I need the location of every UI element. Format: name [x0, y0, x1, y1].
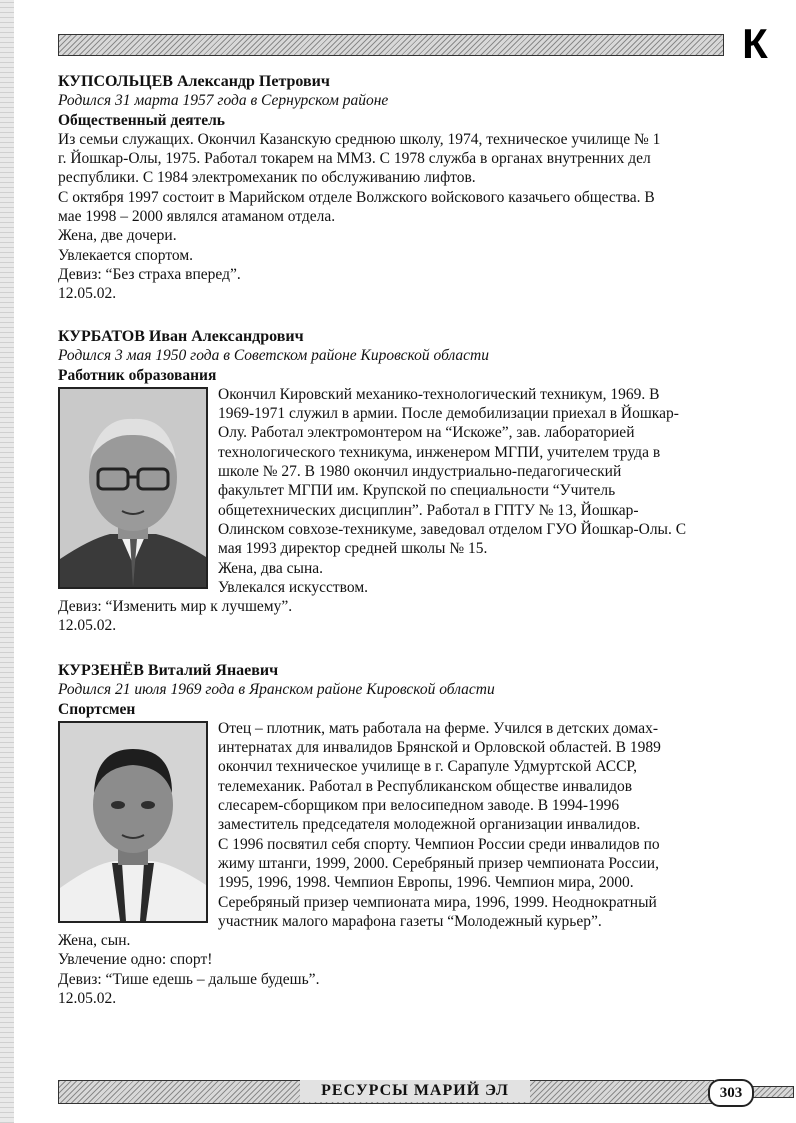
bio-line: 1969-1971 служил в армии. После демобилизации приехал в Йошкар-	[218, 405, 679, 423]
bio-line: Олу. Работал электромонтером на “Искоже”, зав. лабораторией	[218, 424, 635, 442]
hobby-line: Увлекался искусством.	[218, 578, 369, 596]
bio-line: слесарем-сборщиком при велосипедном заводе. В 1994-1996	[218, 797, 620, 815]
portrait-photo	[58, 387, 208, 589]
birth-info: Родился 3 мая 1950 года в Советском районе Кировской области	[58, 347, 489, 365]
date-line: 12.05.02.	[58, 285, 117, 303]
portrait-photo	[58, 721, 208, 923]
occupation: Работник образования	[58, 366, 217, 384]
biography-entry-kurbatov	[58, 327, 768, 636]
bio-line: общетехнических дисциплин”. Работал в ГПТУ № 13, Йошкар-	[218, 501, 639, 519]
publication-title: РЕСУРСЫ МАРИЙ ЭЛ	[300, 1080, 530, 1102]
person-name: КУРБАТОВ Иван Александрович	[58, 328, 304, 345]
bio-line: С 1996 посвятил себя спорту. Чемпион России среди инвалидов по	[218, 835, 660, 853]
bio-line: интернатах для инвалидов Брянской и Орловской областей. В 1989	[218, 739, 661, 757]
bio-line: школе № 27. В 1980 окончил индустриально-педагогический	[218, 463, 622, 481]
bio-line: технологического техникума, инженером МГПИ, учителем труда в	[218, 443, 661, 461]
bio-line: Отец – плотник, мать работала на ферме. Учился в детских домах-	[218, 719, 658, 737]
family-line: Жена, сын.	[58, 932, 131, 950]
birth-info: Родился 31 марта 1957 года в Сернурском районе	[58, 92, 389, 110]
occupation: Общественный деятель	[58, 111, 225, 129]
family-line: Жена, два сына.	[218, 559, 324, 577]
bio-line: Окончил Кировский механико-технологический техникум, 1969. В	[218, 385, 660, 403]
bio-line: участник малого марафона газеты “Молодежный курьер”.	[218, 912, 602, 930]
family-line: Жена, две дочери.	[58, 227, 177, 245]
bio-line: жиму штанги, 1999, 2000. Серебряный призер чемпионата России,	[218, 854, 659, 872]
bio-line: телемеханик. Работал в Республиканском обществе инвалидов	[218, 777, 633, 795]
bio-line: окончил техническое училище в г. Сарапуле Удмуртской АССР,	[218, 758, 637, 776]
hobby-line: Увлечение одно: спорт!	[58, 951, 213, 969]
bio-line: Олинском совхозе-техникуме, заведовал отделом ГУО Йошкар-Олы. С	[218, 520, 687, 538]
header-decorative-bar	[58, 34, 724, 56]
occupation: Спортсмен	[58, 700, 136, 718]
biography-entry-kupsoltsev	[58, 72, 768, 304]
motto-line: Девиз: “Изменить мир к лучшему”.	[58, 598, 293, 616]
bio-line: Из семьи служащих. Окончил Казанскую среднюю школу, 1974, техническое училище № 1	[58, 130, 661, 148]
birth-info: Родился 21 июля 1969 года в Яранском районе Кировской области	[58, 681, 495, 699]
bio-line: 1995, 1996, 1998. Чемпион Европы, 1996. Чемпион мира, 2000.	[218, 874, 634, 892]
date-line: 12.05.02.	[58, 990, 117, 1008]
date-line: 12.05.02.	[58, 617, 117, 635]
bio-line: факультет МГПИ им. Крупской по специальности “Учитель	[218, 482, 616, 500]
footer-decorative-end	[752, 1086, 794, 1098]
bio-line: г. Йошкар-Олы, 1975. Работал токарем на ММЗ. С 1978 служба в органах внутренних дел	[58, 150, 651, 168]
motto-line: Девиз: “Тише едешь – дальше будешь”.	[58, 970, 320, 988]
page-number: 303	[708, 1079, 754, 1107]
page-edge-texture	[0, 0, 14, 1123]
bio-line: мая 1993 директор средней школы № 15.	[218, 540, 488, 558]
person-name: КУРЗЕНЁВ Виталий Янаевич	[58, 662, 279, 679]
motto-line: Девиз: “Без страха вперед”.	[58, 265, 241, 283]
person-name: КУПСОЛЬЦЕВ Александр Петрович	[58, 73, 330, 90]
bio-line: мае 1998 – 2000 являлся атаманом отдела.	[58, 208, 336, 226]
bio-line: С октября 1997 состоит в Марийском отделе Волжского войскового казачьего общества. В	[58, 188, 655, 206]
section-letter: К	[742, 20, 768, 67]
bio-line: Серебряный призер чемпионата мира, 1996, 1999. Неоднократный	[218, 893, 657, 911]
bio-line: заместитель председателя молодежной организации инвалидов.	[218, 816, 641, 834]
bio-line: республики. С 1984 электромеханик по обслуживанию лифтов.	[58, 169, 476, 187]
biography-entry-kurzenev	[58, 661, 768, 1008]
hobby-line: Увлекается спортом.	[58, 246, 194, 264]
